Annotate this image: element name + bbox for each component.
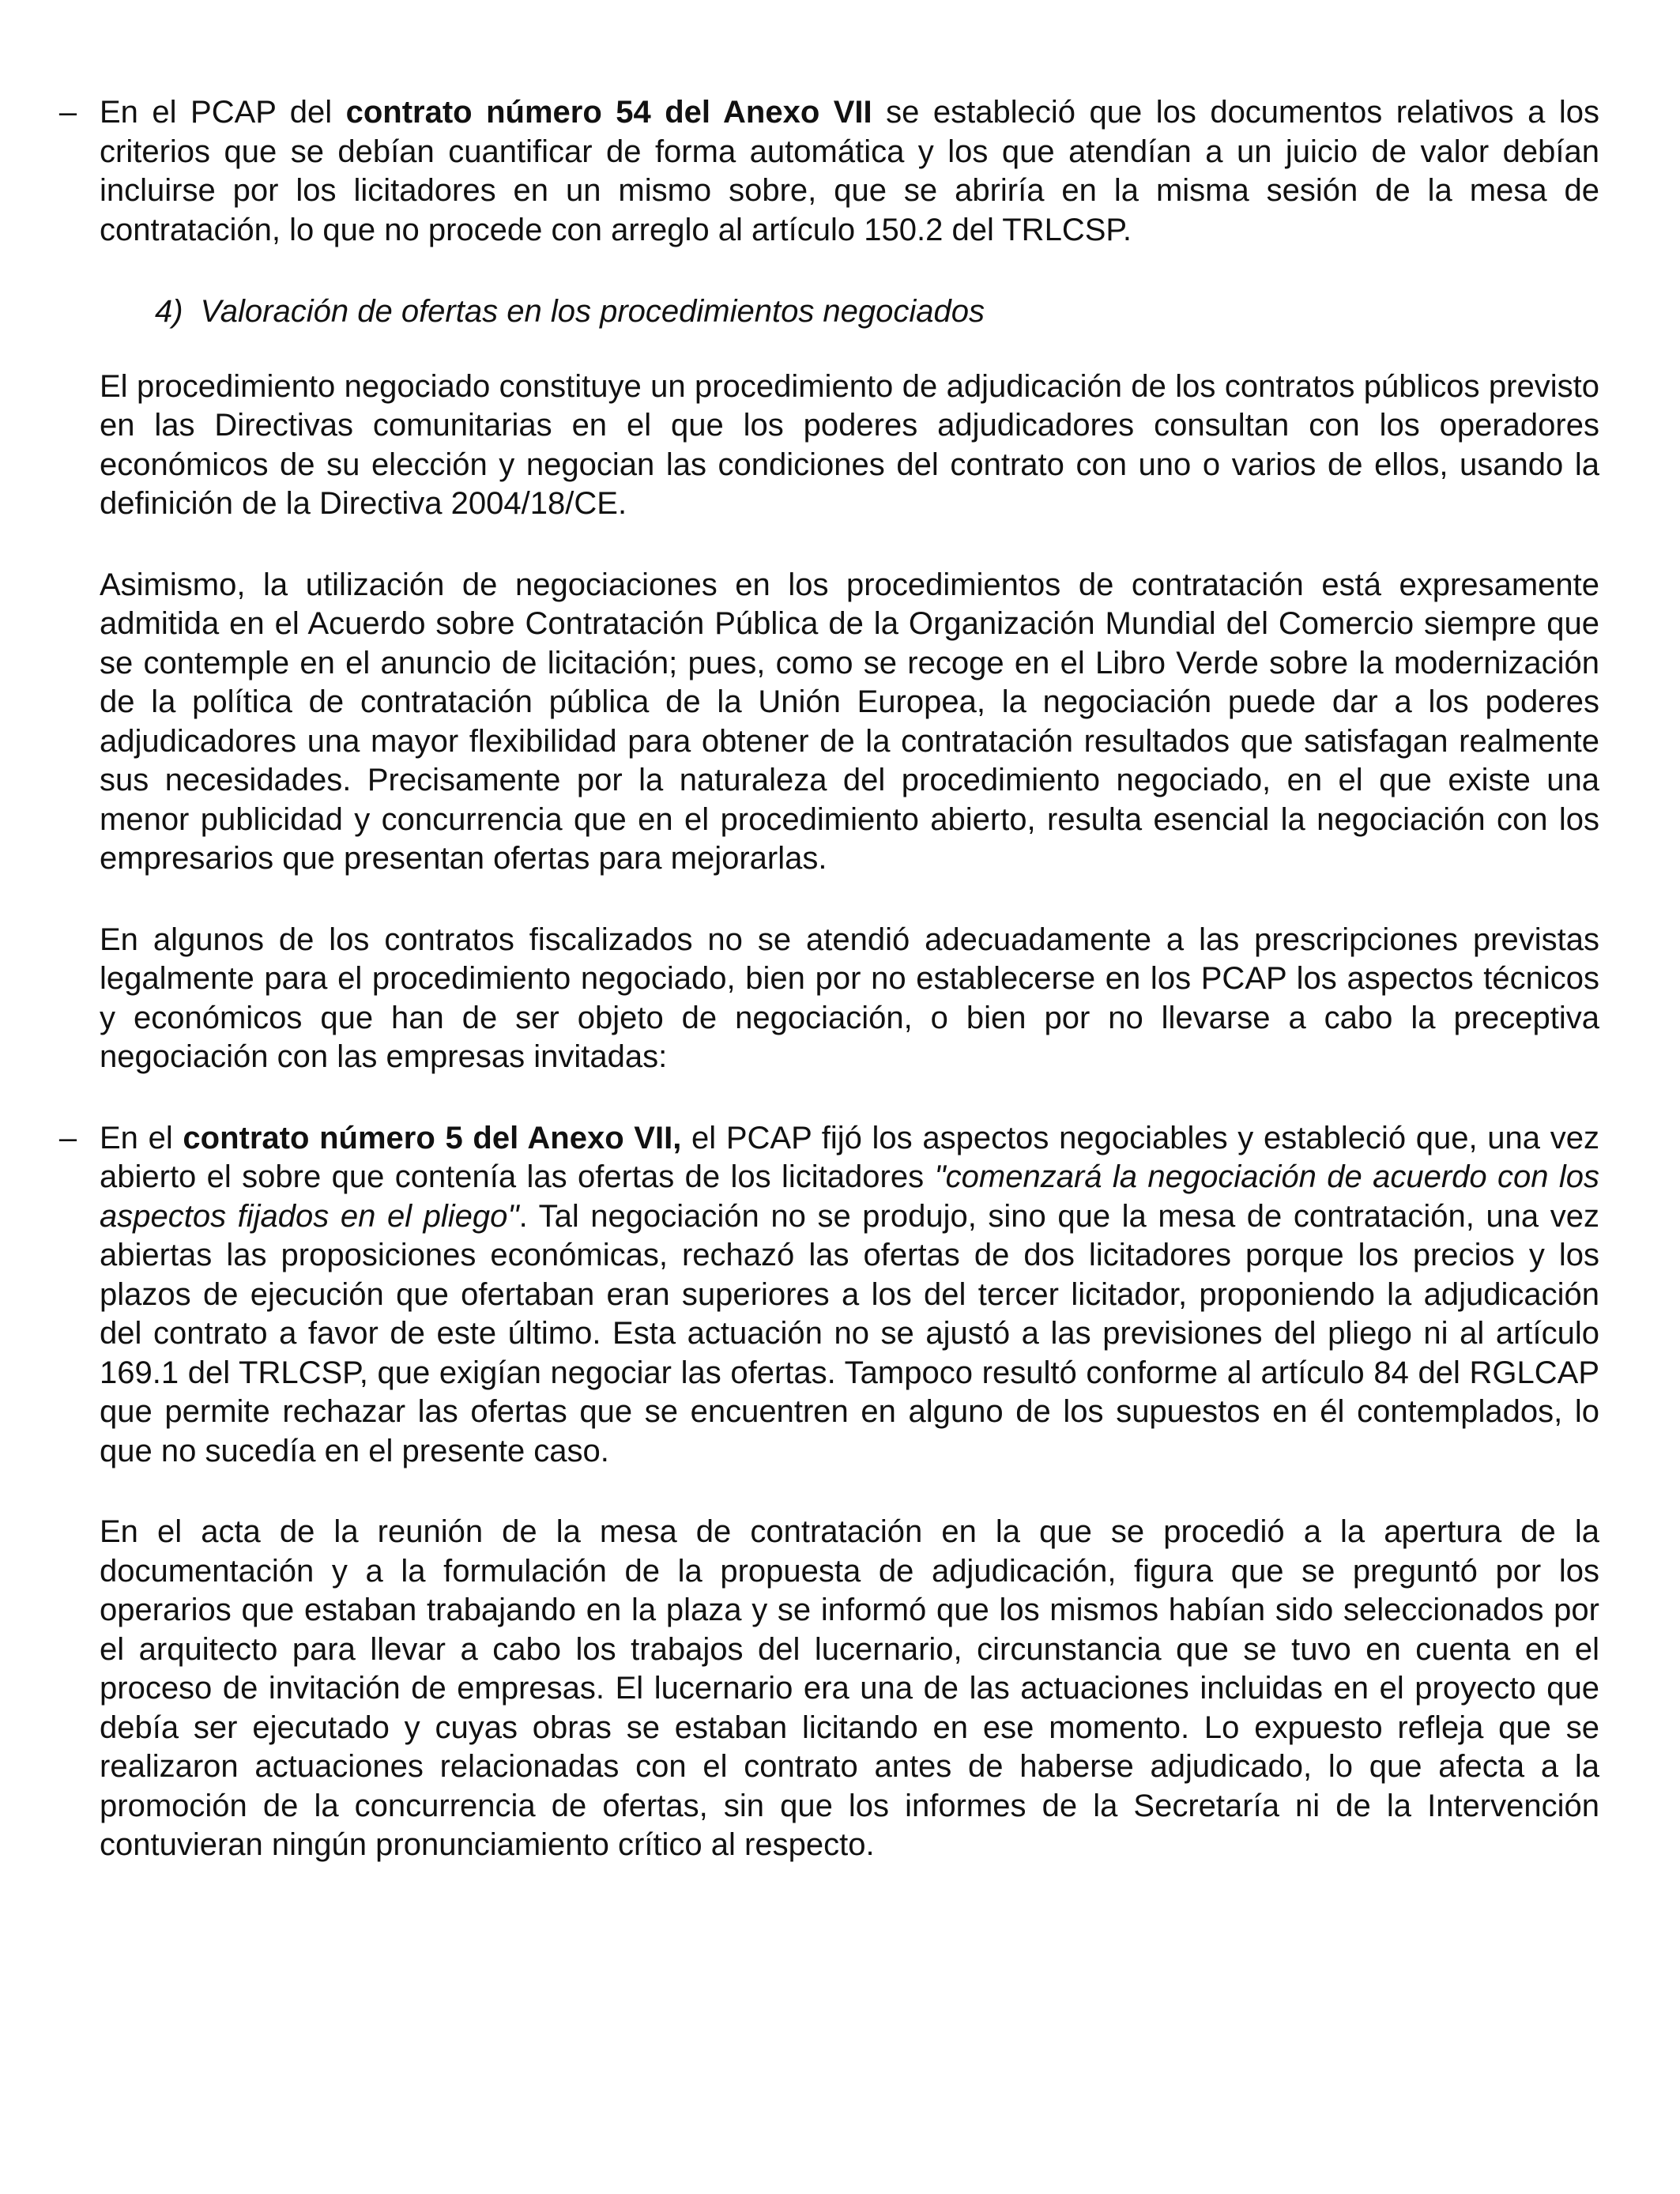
bullet2-text-start: En el (100, 1120, 183, 1155)
bullet-dash: – (58, 1120, 77, 1155)
bullet2-text-middle: el PCAP fijó los aspectos negociables y estableció que, una vez abierto el sobre que contenía las ofertas de los licitadores (100, 1120, 1599, 1194)
bullet2-text-rest: . Tal negociación no se produjo, sino que la mesa de contratación, una vez abiertas las proposiciones económicas, rechazó las ofertas de dos licitadores porque los precios y los plazos de ejecución que ofertaban eran superiores a los del tercer licitador, proponiendo la adjudicación del contrato a favor de este último. Esta actuación no se ajustó a las previsiones del pliego ni al artículo 169.1 del TRLCSP, que exigían negociar las ofertas. Tampoco resultó conforme al artículo 84 del RGLCAP que permite rechazar las ofertas que se encuentren en alguno de los supuestos en él contemplados, lo que no sucedía en el presente caso. (100, 1198, 1600, 1468)
bullet1-text-rest: se estableció que los documentos relativos a los criterios que se debían cuantificar de forma automática y los que atendían a un juicio de valor debían incluirse por los licitadores en un mismo sobre, que se abriría en la misma sesión de la mesa de contratación, lo que no procede con arreglo al artículo 150.2 del TRLCSP. (100, 95, 1600, 247)
paragraph-acta-reunion: En el acta de la reunión de la mesa de contratación en la que se procedió a la apertura de la documentación y a la formulación de la propuesta de adjudicación, figura que se preguntó por los operarios que estaban trabajando en la plaza y se informó que los mismos habían sido seleccionados por el arquitecto para llevar a cabo los trabajos del lucernario, circunstancia que se tuvo en cuenta en el proceso de invitación de empresas. El lucernario era una de las actuaciones incluidas en el proyecto que debía ser ejecutado y cuyas obras se estaban licitando en ese momento. Lo expuesto refleja que se realizaron actuaciones relacionadas con el contrato antes de haberse adjudicado, lo que afecta a la promoción de la concurrencia de ofertas, sin que los informes de la Secretaría ni de la Intervención contuvieran ningún pronunciamiento crítico al respecto. (100, 1514, 1599, 1862)
paragraph-contratos-fiscalizados: En algunos de los contratos fiscalizados no se atendió adecuadamente a las prescripciones previstas legalmente para el procedimiento negociado, bien por no establecerse en los PCAP los aspectos técnicos y económicos que han de ser objeto de negociación, o bien por no llevarse a cabo la preceptiva negociación con las empresas invitadas: (100, 922, 1599, 1074)
paragraph-procedimiento-negociado: El procedimiento negociado constituye un procedimiento de adjudicación de los contratos públicos previsto en las Directivas comunitarias en el que los poderes adjudicadores consultan con los operadores económicos de su elección y negocian las condiciones del contrato con uno o varios de ellos, usando la definición de la Directiva 2004/18/CE. (100, 368, 1599, 521)
bullet1-bold-reference: contrato número 54 del Anexo VII (345, 95, 872, 130)
bullet2-italic-quote: "comenzará la negociación de acuerdo con los aspectos fijados en el pliego" (100, 1159, 1599, 1234)
bullet1-text-start: En el PCAP del (100, 95, 346, 130)
bullet-paragraph-contrato-5 (58, 1119, 1600, 1472)
bullet2-bold-reference: contrato número 5 del Anexo VII, (183, 1120, 682, 1155)
bullet-dash: – (58, 95, 77, 130)
paragraph-asimismo: Asimismo, la utilización de negociaciones en los procedimientos de contratación está expresamente admitida en el Acuerdo sobre Contratación Pública de la Organización Mundial del Comercio siempre que se contemple en el anuncio de licitación; pues, como se recoge en el Libro Verde sobre la modernización de la política de contratación pública de la Unión Europea, la negociación puede dar a los poderes adjudicadores una mayor flexibilidad para obtener de la contratación resultados que satisfagan realmente sus necesidades. Precisamente por la naturaleza del procedimiento negociado, en el que existe una menor publicidad y concurrencia que en el procedimiento abierto, resulta esencial la negociación con los empresarios que presentan ofertas para mejorarlas. (100, 567, 1599, 876)
section-heading-title: Valoración de ofertas en los procedimientos negociados (200, 294, 985, 329)
section-heading (100, 292, 1599, 332)
document-page (58, 93, 1600, 1865)
bullet-paragraph-contrato-54 (58, 93, 1600, 250)
section-heading-number: 4) (155, 294, 183, 329)
